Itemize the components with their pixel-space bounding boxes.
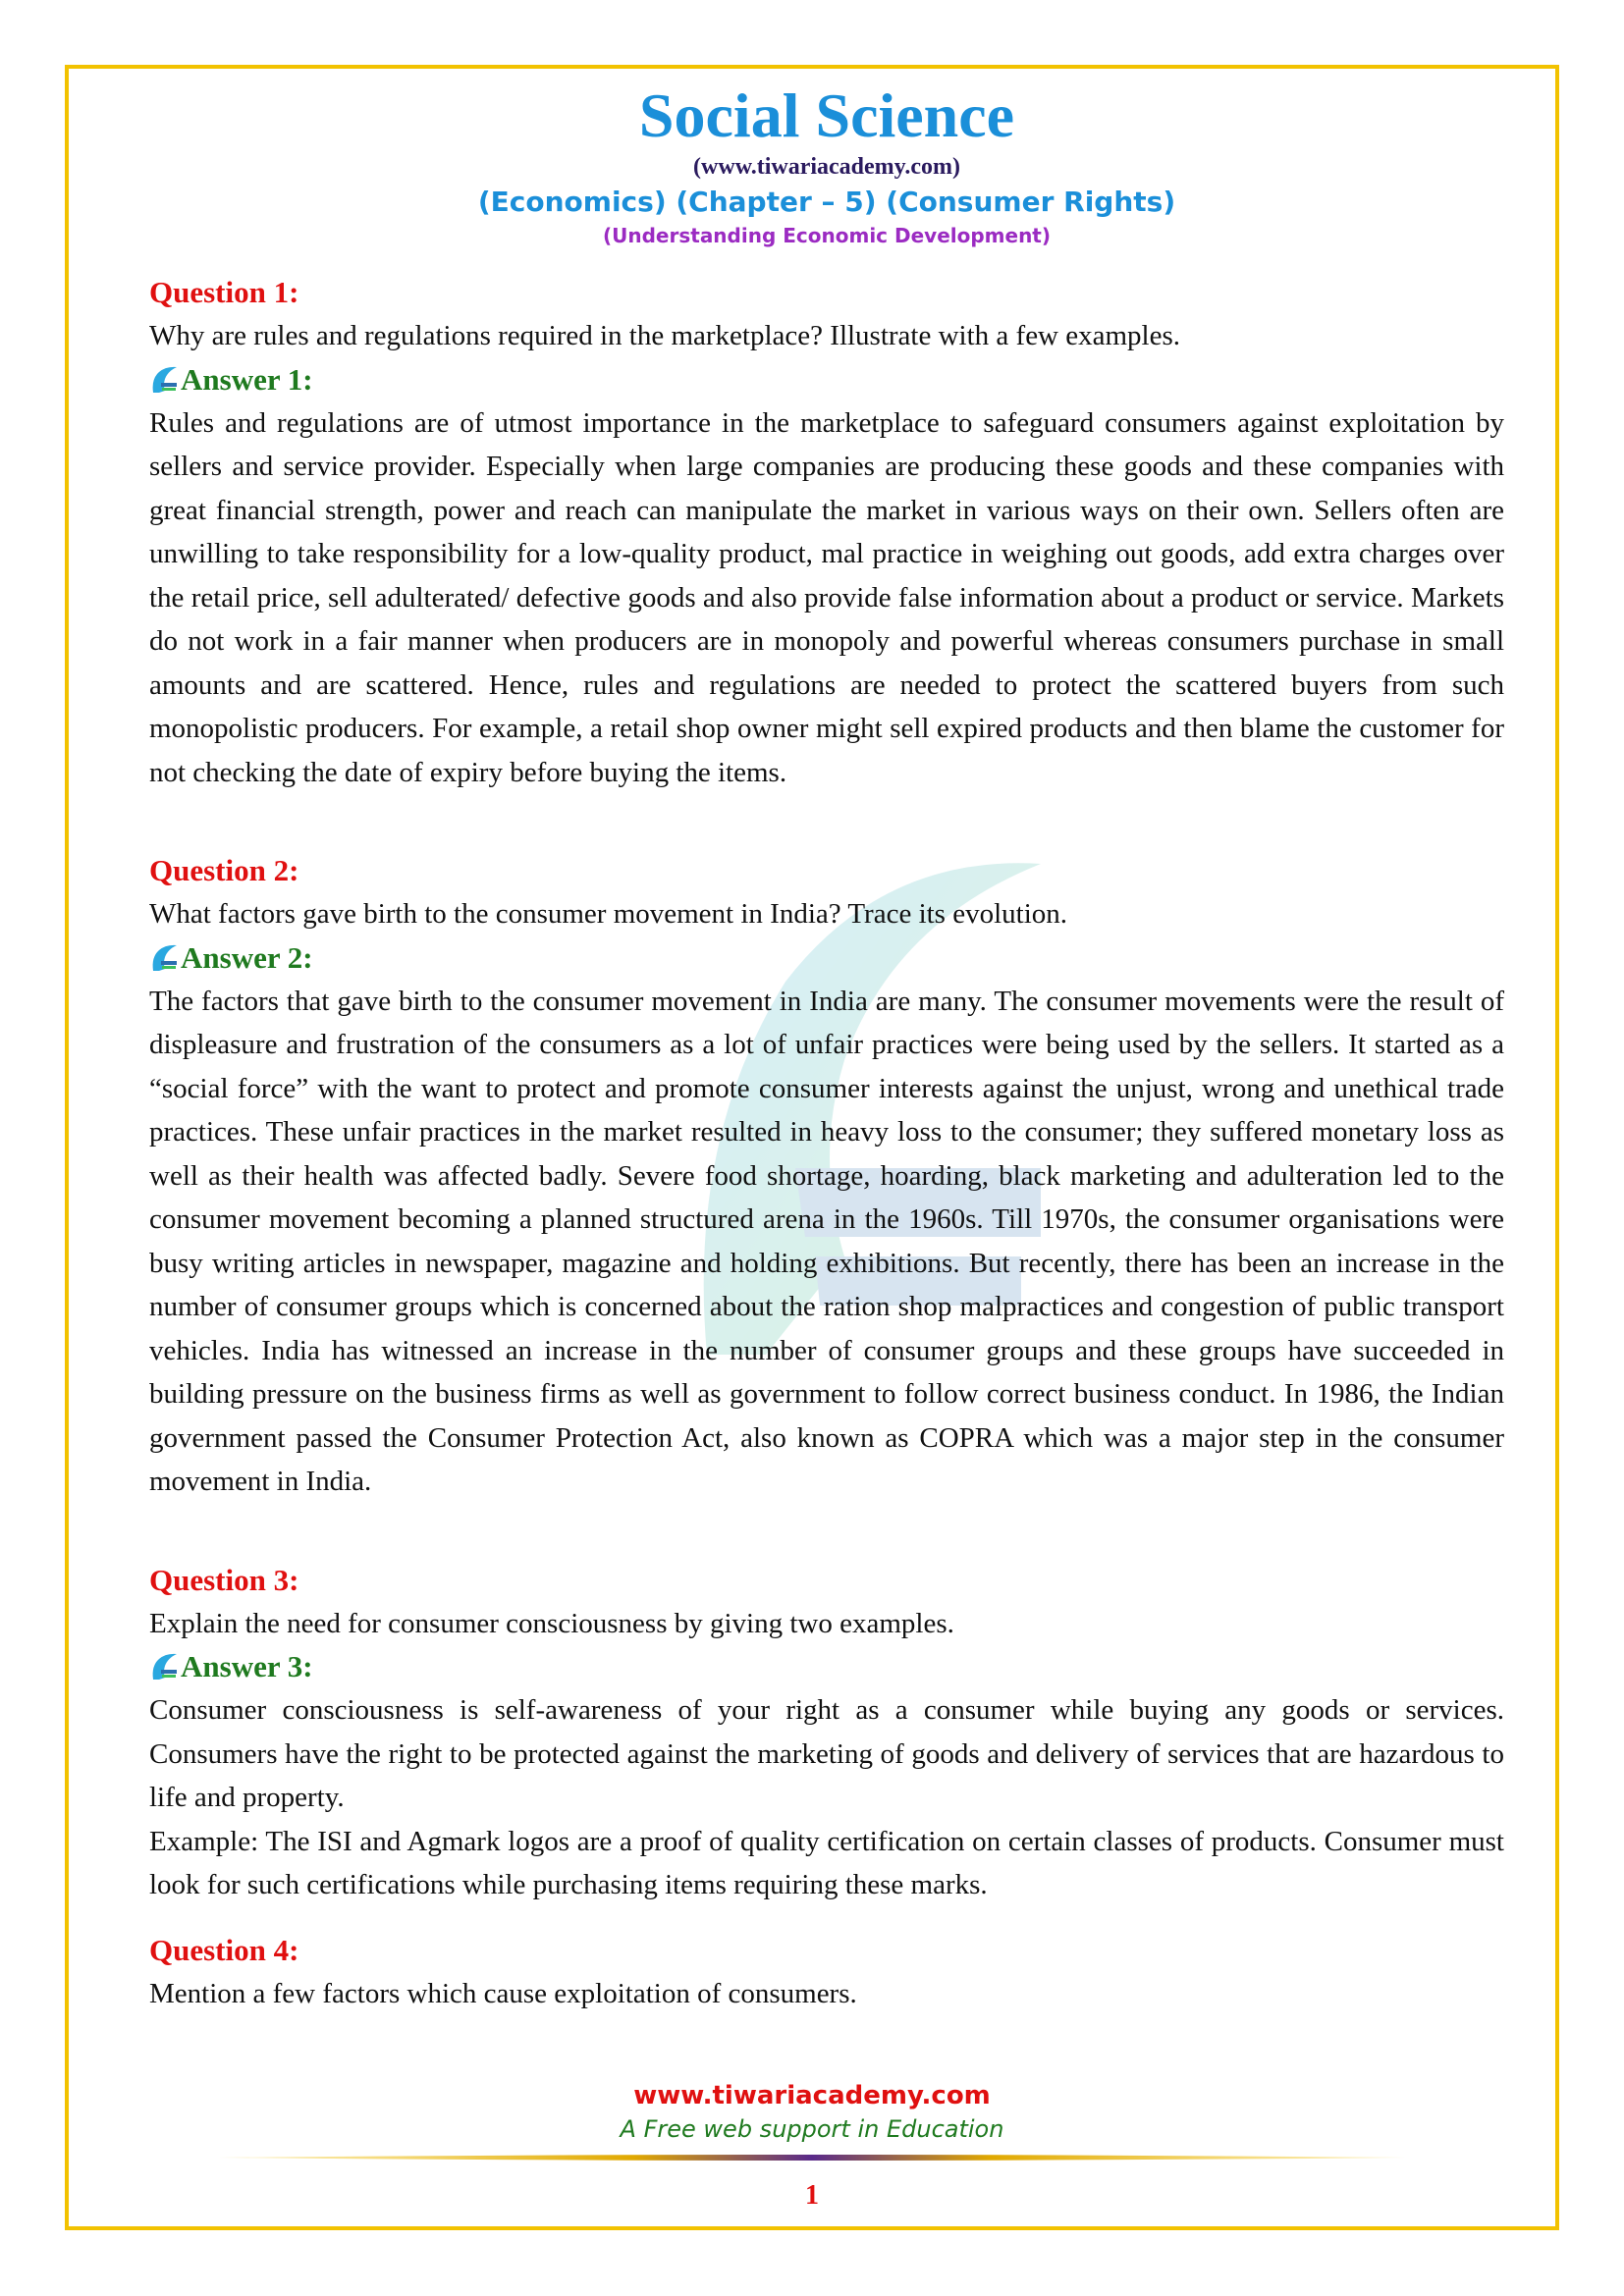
header-website: (www.tiwariacademy.com) bbox=[693, 154, 960, 180]
page-title: Social Science bbox=[638, 80, 1015, 150]
answer-text bbox=[149, 401, 1504, 795]
question-text: Mention a few factors which cause exploitation of consumers. bbox=[149, 1977, 857, 2009]
answer-paragraph: Consumer consciousness is self-awareness of your right as a consumer while buying any goods or services. Consumers have the right to be protected against the marketing of goods and delivery of services that are hazardous to life and property. bbox=[149, 1694, 1504, 1813]
qa-block-4 bbox=[149, 1929, 1504, 2016]
qa-block-1 bbox=[149, 271, 1504, 794]
footer-divider bbox=[218, 2154, 1406, 2162]
question-label: Question 4: bbox=[149, 1932, 299, 1967]
answer-text bbox=[149, 980, 1504, 1504]
question-text: What factors gave birth to the consumer movement in India? Trace its evolution. bbox=[149, 898, 1068, 930]
question-text: Why are rules and regulations required in the marketplace? Illustrate with a few examples. bbox=[149, 320, 1181, 351]
answer-paragraph: Example: The ISI and Agmark logos are a proof of quality certification on certain classes of products. Consumer must look for such certifications while purchasing items requiring these marks. bbox=[149, 1825, 1504, 1900]
sub-subject: (Understanding Economic Development) bbox=[602, 224, 1052, 247]
footer-website-link[interactable]: www.tiwariacademy.com bbox=[633, 2081, 991, 2110]
answer-logo-icon bbox=[149, 943, 179, 973]
qa-block-2 bbox=[149, 849, 1504, 1504]
answer-label-row bbox=[149, 936, 1504, 980]
answer-logo-icon bbox=[149, 1652, 179, 1682]
answer-label: Answer 1: bbox=[181, 361, 313, 397]
question-label: Question 3: bbox=[149, 1562, 299, 1597]
question-label: Question 1: bbox=[149, 275, 299, 309]
page-footer bbox=[65, 2079, 1559, 2216]
page-header bbox=[149, 80, 1504, 249]
qa-block-3 bbox=[149, 1559, 1504, 1907]
answer-logo-icon bbox=[149, 365, 179, 395]
answer-paragraph: The factors that gave birth to the consumer movement in India are many. The consumer movements were the result of displeasure and frustration of the consumers as a lot of unfair practices were being used by the sellers. It started as a “social force” with the want to protect and promote consumer interests against the unjust, wrong and unethical trade practices. These unfair practices in the market resulted in heavy loss to the consumer; they suffered monetary loss as well as their health was affected badly. Severe food shortage, hoarding, black marketing and adulteration led to the consumer movement becoming a planned structured arena in the 1960s. Till 1970s, the consumer organisations were busy writing articles in newspaper, magazine and holding exhibitions. But recently, there has been an increase in the number of consumer groups which is concerned about the ration shop malpractices and congestion of public transport vehicles. India has witnessed an increase in the number of consumer groups and these groups have succeeded in building pressure on the business firms as well as government to follow correct business conduct. In 1986, the Indian government passed the Consumer Protection Act, also known as COPRA which was a major step in the consumer movement in India. bbox=[149, 985, 1504, 1497]
answer-paragraph: Rules and regulations are of utmost importance in the marketplace to safeguard consumers against exploitation by sellers and service provider. Especially when large companies are producing these goods and these companies with great financial strength, power and reach can manipulate the market in various ways on their own. Sellers often are unwilling to take responsibility for a low-quality product, mal practice in weighing out goods, add extra charges over the retail price, sell adulterated/ defective goods and also provide false information about a product or service. Markets do not work in a fair manner when producers are in monopoly and powerful whereas consumers purchase in small amounts and are scattered. Hence, rules and regulations are needed to protect the scattered buyers from such monopolistic producers. For example, a retail shop owner might sell expired products and then blame the customer for not checking the date of expiry before buying the items. bbox=[149, 406, 1504, 788]
subject-line: (Economics) (Chapter – 5) (Consumer Rights) bbox=[477, 186, 1176, 218]
page-number: 1 bbox=[805, 2180, 819, 2211]
answer-label-row bbox=[149, 358, 1504, 401]
answer-text bbox=[149, 1688, 1504, 1907]
page-content bbox=[149, 79, 1504, 2015]
question-label: Question 2: bbox=[149, 853, 299, 887]
footer-tagline: A Free web support in Education bbox=[620, 2115, 1004, 2143]
answer-label: Answer 3: bbox=[181, 1649, 313, 1683]
answer-label-row bbox=[149, 1645, 1504, 1688]
answer-label: Answer 2: bbox=[181, 939, 313, 975]
question-text: Explain the need for consumer consciousness by giving two examples. bbox=[149, 1607, 954, 1639]
